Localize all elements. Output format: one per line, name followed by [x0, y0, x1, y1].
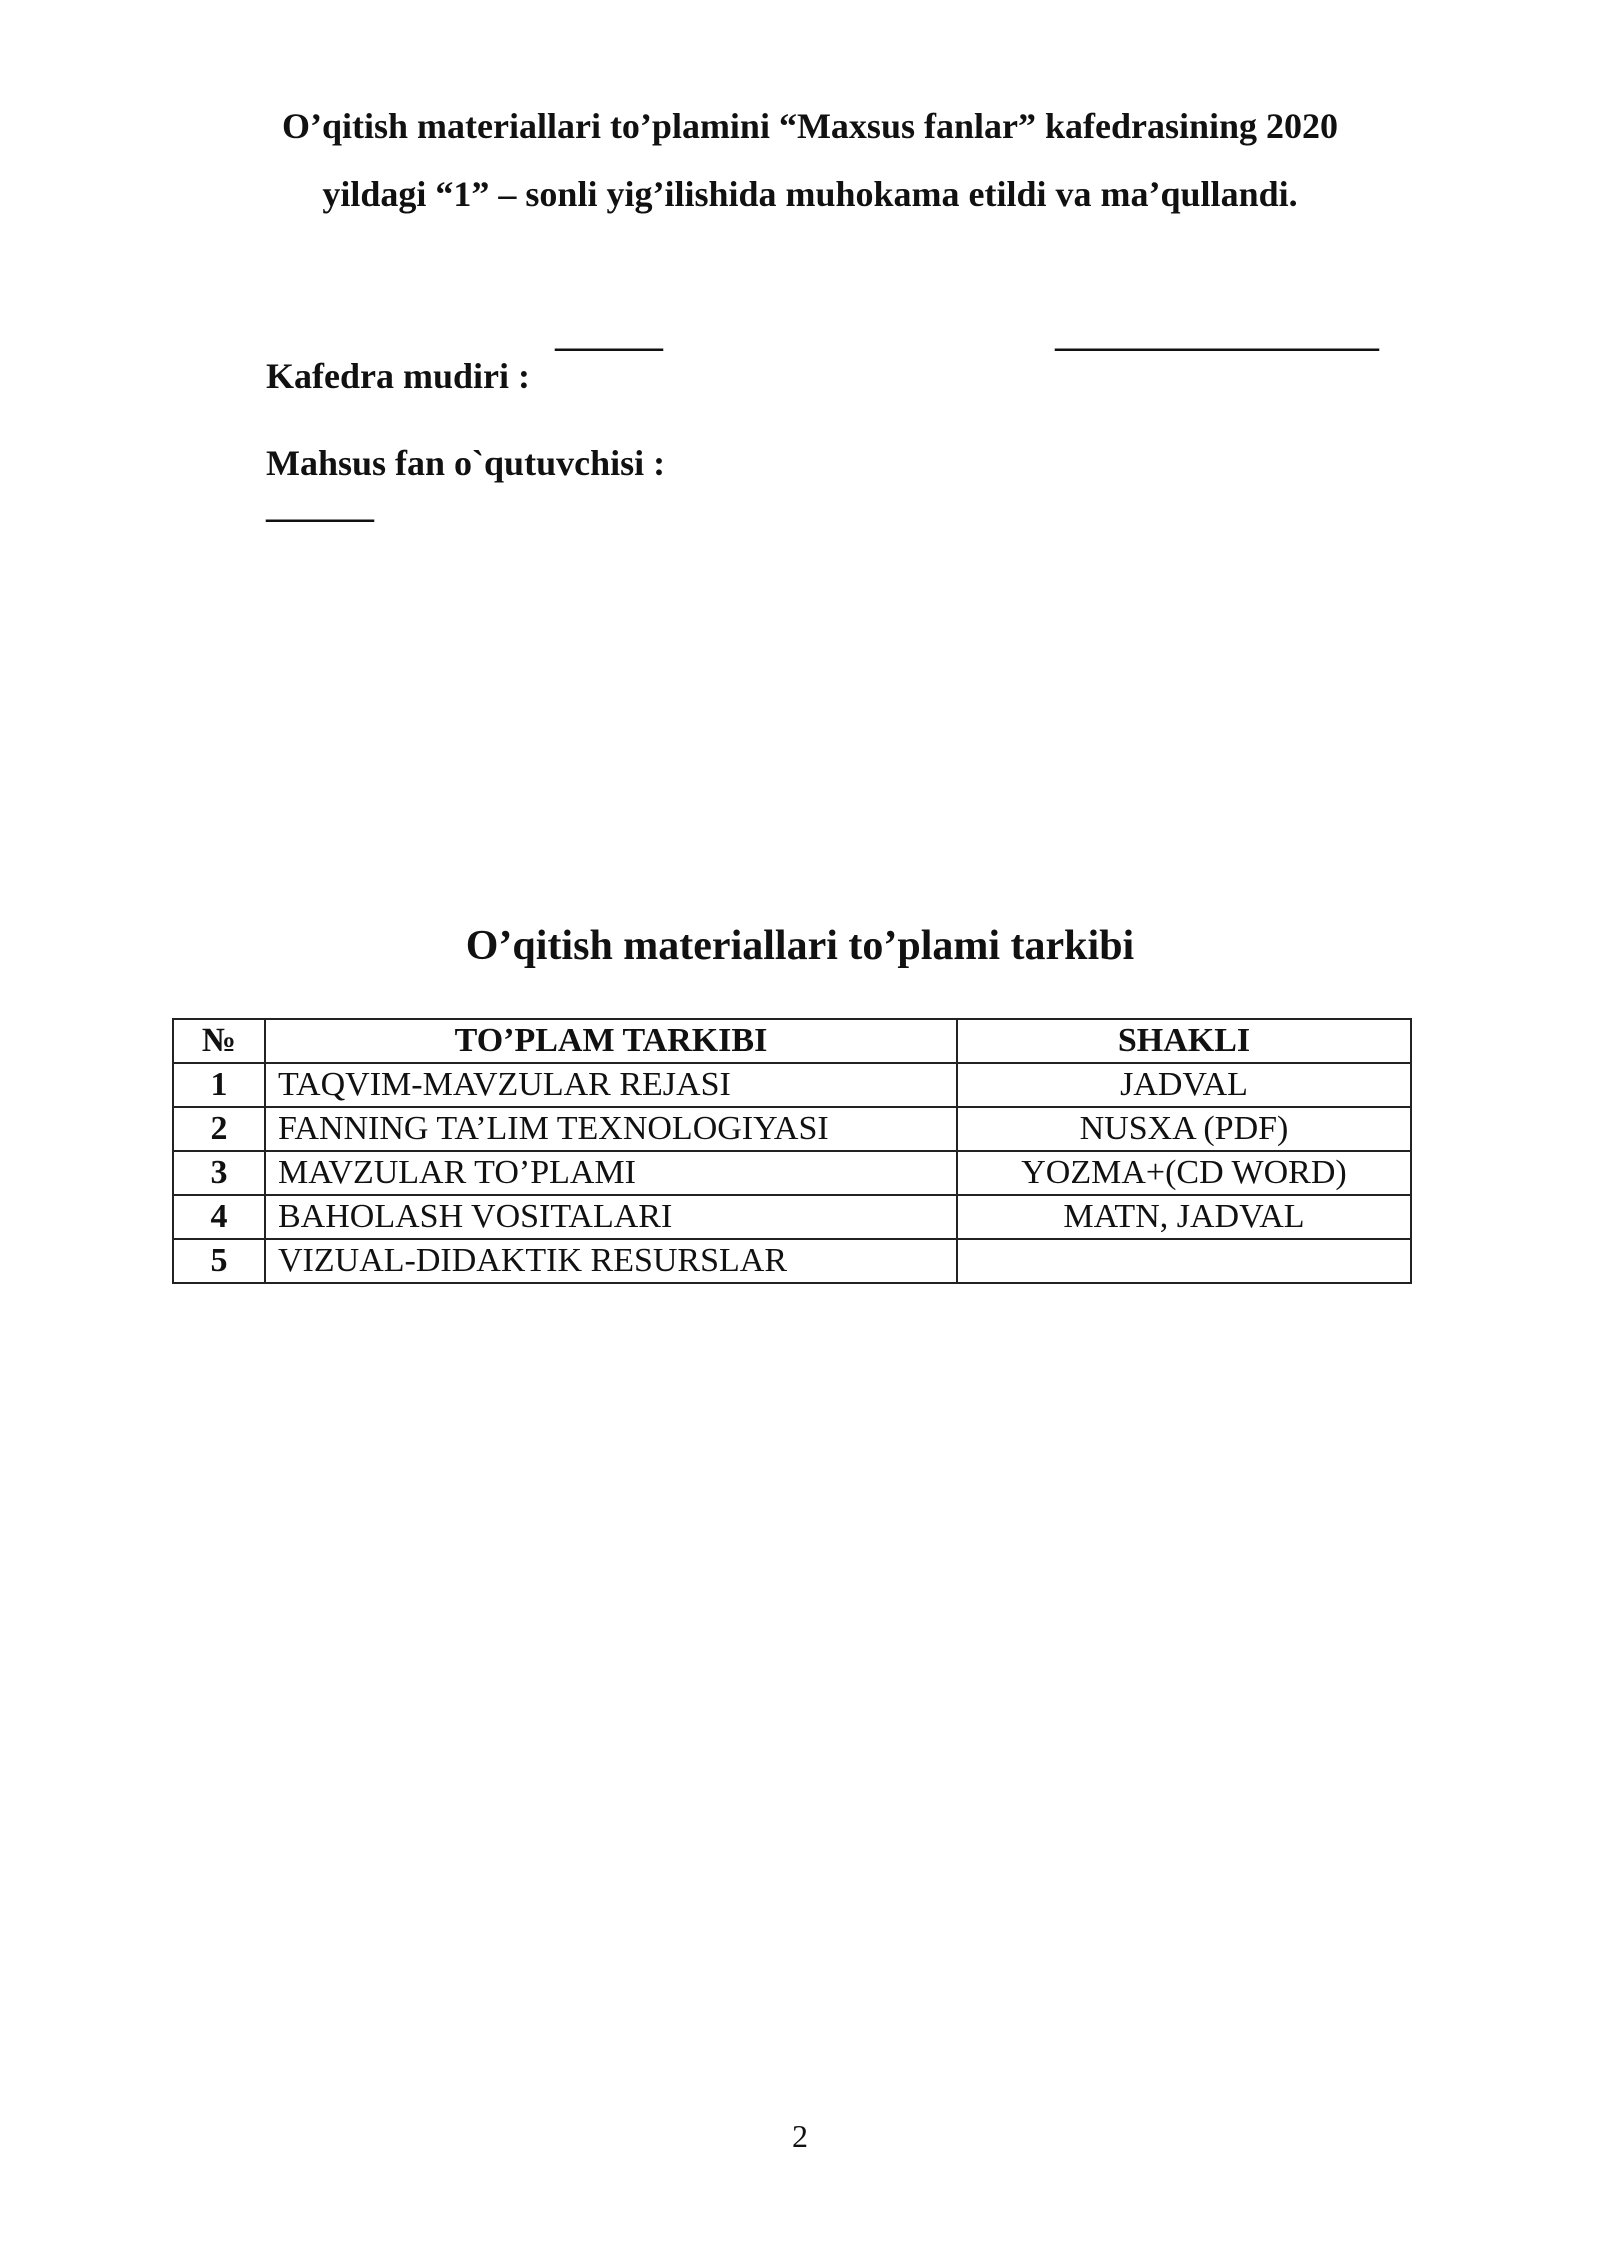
row-form: NUSXA (PDF) — [957, 1107, 1411, 1151]
head-name-blank: __________________ — [1055, 314, 1379, 354]
table-row — [173, 1195, 1411, 1239]
row-content: MAVZULAR TO’PLAMI — [265, 1151, 957, 1195]
row-form — [957, 1239, 1411, 1283]
row-form: YOZMA+(CD WORD) — [957, 1151, 1411, 1195]
teacher-signature-blank: ______ — [266, 485, 374, 525]
approval-line-1: O’qitish materiallari to’plamini “Maxsus fanlar” kafedrasining 2020 — [281, 106, 1339, 146]
table-header-row — [173, 1019, 1411, 1063]
contents-table — [172, 1018, 1412, 1284]
row-content: BAHOLASH VOSITALARI — [265, 1195, 957, 1239]
row-content: FANNING TA’LIM TEXNOLOGIYASI — [265, 1107, 957, 1151]
table-row — [173, 1107, 1411, 1151]
row-number: 5 — [173, 1239, 265, 1283]
header-form: SHAKLI — [957, 1019, 1411, 1063]
page-number: 2 — [792, 2118, 808, 2154]
row-number: 3 — [173, 1151, 265, 1195]
approval-statement — [160, 92, 1460, 228]
row-number: 2 — [173, 1107, 265, 1151]
header-number: № — [173, 1019, 265, 1063]
row-form: JADVAL — [957, 1063, 1411, 1107]
teacher-label: Mahsus fan o`qutuvchisi : — [266, 443, 666, 483]
head-signature-blank: ______ — [555, 314, 663, 354]
approval-line-2: yildagi “1” – sonli yig’ilishida muhokama etildi va ma’qullandi. — [322, 174, 1298, 214]
row-form: MATN, JADVAL — [957, 1195, 1411, 1239]
row-number: 4 — [173, 1195, 265, 1239]
teacher-signature — [230, 400, 665, 568]
header-content: TO’PLAM TARKIBI — [265, 1019, 957, 1063]
head-of-department-label: Kafedra mudiri : — [266, 356, 530, 396]
table-row — [173, 1063, 1411, 1107]
row-number: 1 — [173, 1063, 265, 1107]
table-row — [173, 1151, 1411, 1195]
section-title: O’qitish materiallari to’plami tarkibi — [465, 923, 1135, 969]
row-content: VIZUAL-DIDAKTIK RESURSLAR — [265, 1239, 957, 1283]
table-row — [173, 1239, 1411, 1283]
row-content: TAQVIM-MAVZULAR REJASI — [265, 1063, 957, 1107]
